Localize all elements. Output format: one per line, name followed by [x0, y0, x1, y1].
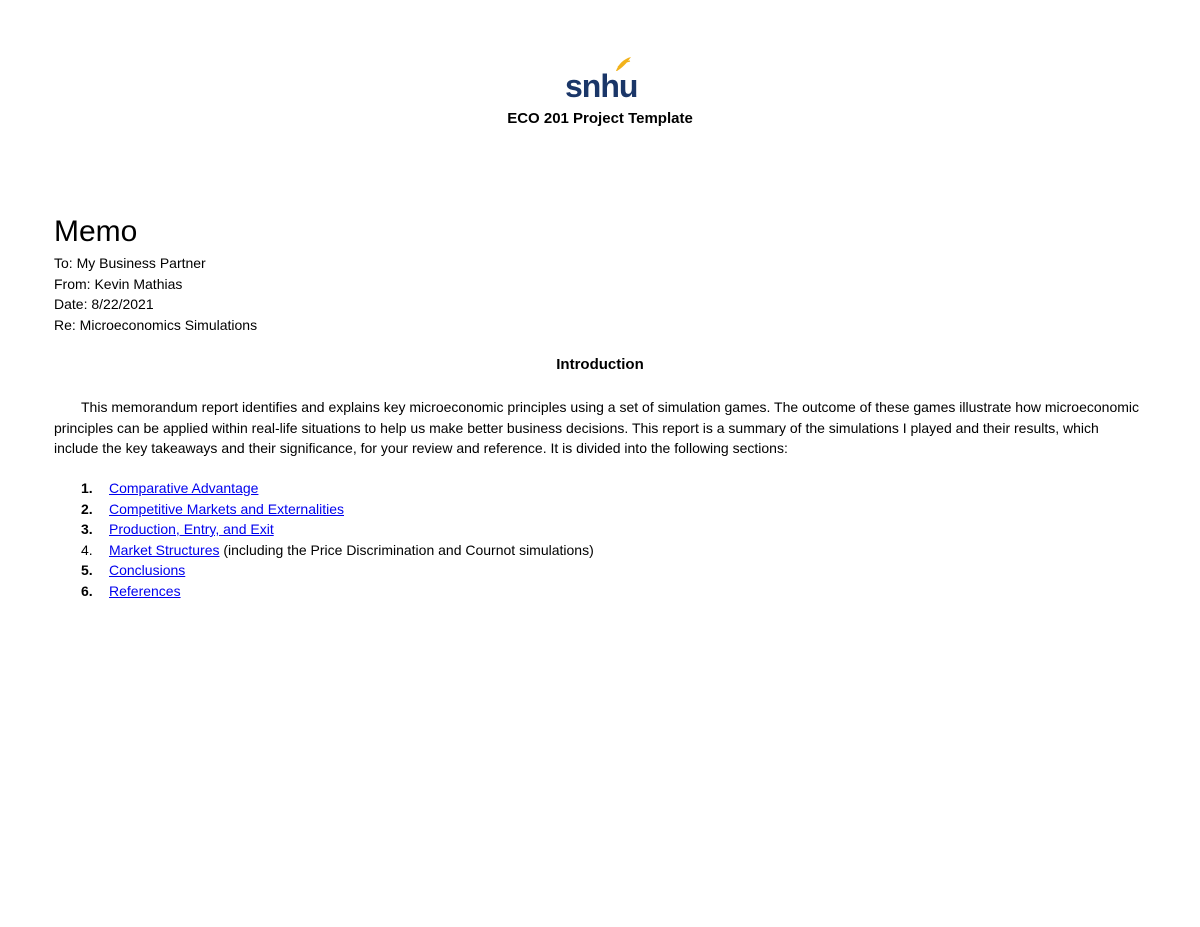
list-number: 2. — [81, 500, 93, 517]
list-number: 6. — [81, 582, 93, 599]
list-number: 5. — [81, 562, 93, 578]
memo-heading: Memo — [54, 215, 138, 248]
memo-date-line: Date: 8/22/2021 — [54, 296, 154, 312]
intro-paragraph: This memorandum report identifies and explains key microeconomic principles using a set of simulation games. The outcome of these games illustrate how microeconomic principles can be applied within real-life situations to help us make better business decisions. This report is a summary of the simulations I played and their results, which include the key takeaways and their significance, for your review and reference. It is divided into the following sections: — [54, 399, 1140, 456]
list-number: 4. — [81, 541, 93, 558]
list-item — [54, 519, 594, 540]
document-title: ECO 201 Project Template — [507, 110, 693, 127]
section-link-market-structures[interactable]: Market Structures — [109, 541, 220, 558]
section-link-references[interactable]: References — [109, 582, 181, 599]
memo-to-line: To: My Business Partner — [54, 255, 206, 271]
section-link-production-entry-exit[interactable]: Production, Entry, and Exit — [109, 521, 274, 537]
memo-re-line: Re: Microeconomics Simulations — [54, 316, 258, 333]
list-item — [54, 499, 594, 520]
list-number: 3. — [81, 521, 93, 537]
list-number: 1. — [81, 480, 93, 496]
list-item — [54, 540, 594, 561]
list-item — [54, 581, 594, 602]
sections-list — [54, 478, 594, 601]
memo-header — [54, 253, 257, 335]
snhu-logo — [565, 56, 638, 104]
section-link-comparative-advantage[interactable]: Comparative Advantage — [109, 480, 259, 496]
logo-wordmark: snhu — [565, 68, 638, 104]
introduction-heading: Introduction — [556, 356, 644, 373]
list-item-note: (including the Price Discrimination and Cournot simulations) — [219, 541, 594, 558]
memo-from-line: From: Kevin Mathias — [54, 275, 183, 292]
section-link-competitive-markets[interactable]: Competitive Markets and Externalities — [109, 500, 344, 517]
list-item — [54, 560, 594, 581]
section-link-conclusions[interactable]: Conclusions — [109, 562, 186, 578]
list-item — [54, 478, 594, 499]
